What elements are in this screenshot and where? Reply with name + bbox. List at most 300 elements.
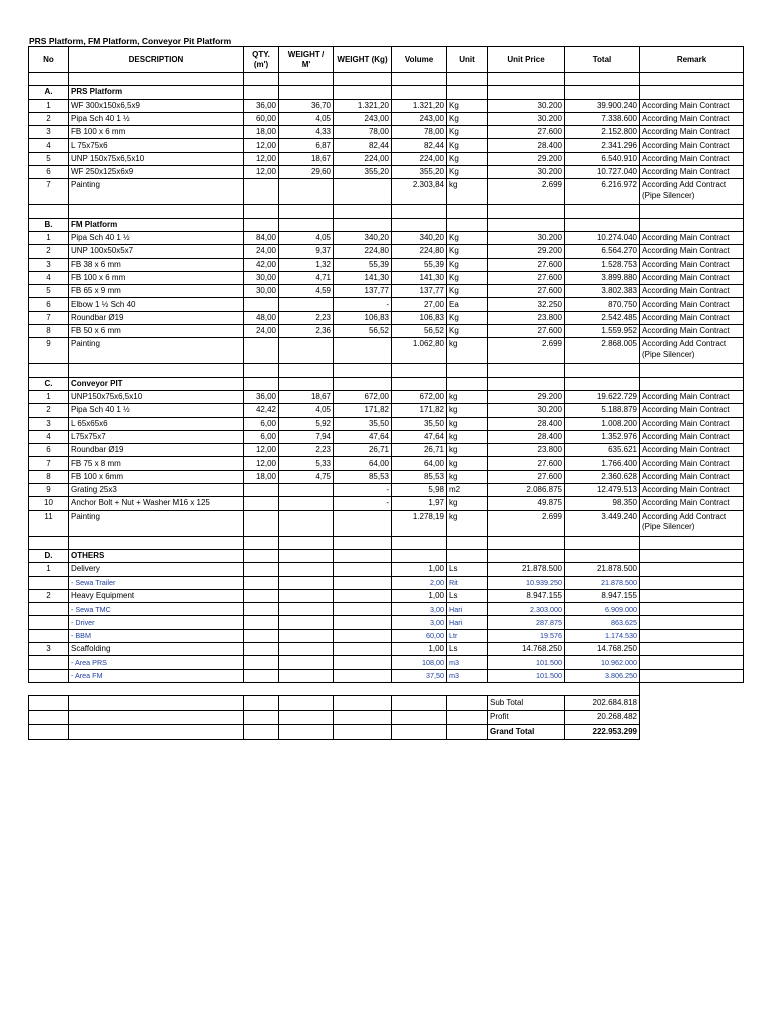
table-row [29, 139, 744, 152]
cell-qty: 42,42 [244, 404, 279, 417]
cell-total: 6.216.972 [565, 179, 640, 205]
cell-weight-per-m [279, 536, 334, 549]
cell-unit: m3 [447, 669, 488, 682]
cell-weight-per-m: 5,92 [279, 417, 334, 430]
cell-remark [640, 682, 744, 695]
cell-weight-per-m [279, 656, 334, 669]
cell-remark: According Main Contract [640, 390, 744, 403]
header-total: Total [565, 47, 640, 73]
cell-volume: 3,00 [392, 603, 447, 616]
cell-qty: 6,00 [244, 430, 279, 443]
table-row [29, 298, 744, 311]
cell-unit [447, 377, 488, 390]
cell-qty: 12,00 [244, 444, 279, 457]
cell-no: 11 [29, 510, 69, 536]
cell-no: 2 [29, 404, 69, 417]
cell-unit: Kg [447, 99, 488, 112]
cell-volume: 672,00 [392, 390, 447, 403]
cell-no: 1 [29, 390, 69, 403]
cell-description: Heavy Equipment [69, 589, 244, 602]
sub-item-row [29, 669, 744, 682]
cell-no: 3 [29, 258, 69, 271]
cell-weight-per-m [279, 377, 334, 390]
cell-unit: Kg [447, 126, 488, 139]
header-volume: Volume [392, 47, 447, 73]
cell-total: 21.878.500 [565, 563, 640, 576]
cell-volume [392, 377, 447, 390]
cell-volume: 35,50 [392, 417, 447, 430]
cell-no: 2 [29, 112, 69, 125]
cell-unit-price: 27.600 [488, 457, 565, 470]
cell-no [29, 725, 69, 740]
cell-weight-kg: 243,00 [334, 112, 392, 125]
cell-description: FB 100 x 6mm [69, 470, 244, 483]
header-qty-label: QTY. [252, 50, 270, 60]
cell-description: Painting [69, 510, 244, 536]
cell-no [29, 669, 69, 682]
cell-total: 635.621 [565, 444, 640, 457]
cell-weight-per-m: 9,37 [279, 245, 334, 258]
table-row [29, 589, 744, 602]
cell-unit-price [488, 377, 565, 390]
cell-description: Elbow 1 ½ Sch 40 [69, 298, 244, 311]
cell-weight-kg [334, 629, 392, 642]
cell-remark: According Main Contract [640, 404, 744, 417]
cell-total [565, 218, 640, 231]
document-title: PRS Platform, FM Platform, Conveyor Pit Platform [29, 36, 232, 46]
cell-unit-price: 27.600 [488, 325, 565, 338]
cell-unit: Kg [447, 325, 488, 338]
cell-remark: According Add Contract (Pipe Silencer) [640, 510, 744, 536]
cell-qty [244, 338, 279, 364]
cell-no: 4 [29, 271, 69, 284]
cell-total [565, 364, 640, 377]
header-unit-price: Unit Price [488, 47, 565, 73]
cell-weight-kg [334, 616, 392, 629]
cell-qty [244, 179, 279, 205]
spacer-row [29, 364, 744, 377]
cell-unit-price: 29.200 [488, 245, 565, 258]
cell-qty: 30,00 [244, 285, 279, 298]
cell-total: 2.868.005 [565, 338, 640, 364]
cell-volume: 27,00 [392, 298, 447, 311]
cell-qty [244, 484, 279, 497]
cell-volume [392, 696, 447, 711]
sub-item-row [29, 603, 744, 616]
cell-qty [244, 629, 279, 642]
cell-unit-price: 101.500 [488, 656, 565, 669]
cell-volume: 1,00 [392, 642, 447, 655]
cell-volume: 224,80 [392, 245, 447, 258]
cell-description: FB 65 x 9 mm [69, 285, 244, 298]
summary-label: Sub Total [488, 696, 565, 711]
cell-no: 5 [29, 285, 69, 298]
cell-qty [244, 656, 279, 669]
cell-volume: 1.321,20 [392, 99, 447, 112]
cell-unit: Hari [447, 616, 488, 629]
table-row [29, 444, 744, 457]
cell-total: 870.750 [565, 298, 640, 311]
cell-unit: kg [447, 338, 488, 364]
cell-weight-per-m [279, 642, 334, 655]
cell-unit-price: 30.200 [488, 99, 565, 112]
cell-qty: 48,00 [244, 311, 279, 324]
cell-weight-kg: 171,82 [334, 404, 392, 417]
cell-qty: 18,00 [244, 470, 279, 483]
cell-weight-per-m: 4,05 [279, 231, 334, 244]
header-weight-per-m-label: WEIGHT / [287, 50, 325, 60]
cell-unit: Kg [447, 311, 488, 324]
cell-weight-per-m: 1,32 [279, 258, 334, 271]
summary-label: Grand Total [488, 725, 565, 740]
cell-unit-price: 28.400 [488, 417, 565, 430]
summary-row [29, 725, 744, 740]
cell-qty: 24,00 [244, 325, 279, 338]
cell-total: 10.274.040 [565, 231, 640, 244]
cell-qty [244, 218, 279, 231]
cell-weight-per-m [279, 603, 334, 616]
cell-weight-per-m: 2,36 [279, 325, 334, 338]
cell-volume: 3,00 [392, 616, 447, 629]
cell-remark [640, 218, 744, 231]
cell-total: 2.360.628 [565, 470, 640, 483]
cell-total [565, 205, 640, 218]
cell-weight-per-m [279, 549, 334, 562]
cell-total: 3.449.240 [565, 510, 640, 536]
cell-volume: 1,00 [392, 563, 447, 576]
cell-no: 6 [29, 166, 69, 179]
summary-row [29, 710, 744, 725]
cell-volume [392, 73, 447, 86]
cell-volume: 60,00 [392, 629, 447, 642]
cell-unit-price [488, 86, 565, 99]
cell-remark: According Main Contract [640, 126, 744, 139]
cell-unit-price [488, 73, 565, 86]
cell-description: - Area PRS [69, 656, 244, 669]
cell-remark: According Main Contract [640, 99, 744, 112]
cell-total [565, 549, 640, 562]
cell-weight-kg: 672,00 [334, 390, 392, 403]
cell-volume: 243,00 [392, 112, 447, 125]
table-row [29, 390, 744, 403]
table-row [29, 112, 744, 125]
table-row [29, 497, 744, 510]
cell-qty [244, 205, 279, 218]
cell-weight-kg: - [334, 497, 392, 510]
cell-weight-kg [334, 696, 392, 711]
cell-weight-kg [334, 338, 392, 364]
cell-remark [640, 73, 744, 86]
cell-description [69, 710, 244, 725]
cell-remark [640, 549, 744, 562]
sub-item-row [29, 576, 744, 589]
cell-weight-kg: 35,50 [334, 417, 392, 430]
header-weight-per-m-unit: M' [301, 59, 311, 69]
cell-description: UNP150x75x6,5x10 [69, 390, 244, 403]
cell-unit [447, 696, 488, 711]
cell-remark: According Main Contract [640, 285, 744, 298]
cell-unit: m3 [447, 656, 488, 669]
cell-unit: m2 [447, 484, 488, 497]
cell-weight-per-m [279, 563, 334, 576]
cell-description: - Sewa TMC [69, 603, 244, 616]
spacer-row [29, 205, 744, 218]
cell-weight-kg: 82,44 [334, 139, 392, 152]
cell-qty [244, 364, 279, 377]
cell-unit-price: 49.875 [488, 497, 565, 510]
cell-remark [640, 364, 744, 377]
cell-qty [244, 710, 279, 725]
cell-qty [244, 682, 279, 695]
cell-unit-price [488, 549, 565, 562]
cell-weight-per-m: 5,33 [279, 457, 334, 470]
cell-weight-kg [334, 549, 392, 562]
cell-unit-price: 28.400 [488, 139, 565, 152]
cell-weight-per-m: 4,59 [279, 285, 334, 298]
cell-qty [244, 563, 279, 576]
cell-description: Painting [69, 338, 244, 364]
cell-unit [447, 73, 488, 86]
cell-volume: 355,20 [392, 166, 447, 179]
cell-weight-per-m: 2,23 [279, 444, 334, 457]
cell-no: 1 [29, 231, 69, 244]
cell-volume: 26,71 [392, 444, 447, 457]
table-row [29, 484, 744, 497]
cell-unit-price: 28.400 [488, 430, 565, 443]
cell-total: 3.899.880 [565, 271, 640, 284]
cell-weight-kg: 340,20 [334, 231, 392, 244]
cell-weight-per-m [279, 218, 334, 231]
cell-weight-kg: 106,83 [334, 311, 392, 324]
cell-unit-price: 30.200 [488, 166, 565, 179]
cell-remark [640, 536, 744, 549]
cell-total [565, 377, 640, 390]
cell-weight-kg: 224,00 [334, 152, 392, 165]
cell-total: 21.878.500 [565, 576, 640, 589]
cell-weight-per-m [279, 497, 334, 510]
cell-remark [640, 205, 744, 218]
cell-qty: 84,00 [244, 231, 279, 244]
spacer-row [29, 536, 744, 549]
cell-total: 2.542.485 [565, 311, 640, 324]
cell-remark: According Main Contract [640, 152, 744, 165]
cell-volume: 1,97 [392, 497, 447, 510]
cell-description: Scaffolding [69, 642, 244, 655]
cell-qty: 12,00 [244, 457, 279, 470]
cell-weight-kg [334, 656, 392, 669]
cell-remark [640, 616, 744, 629]
cell-volume: 2.303,84 [392, 179, 447, 205]
cell-unit-price [488, 218, 565, 231]
cell-total: 14.768.250 [565, 642, 640, 655]
cell-no: 6 [29, 298, 69, 311]
cell-volume: 1.278,19 [392, 510, 447, 536]
cell-no: 4 [29, 430, 69, 443]
cell-unit-price: 29.200 [488, 390, 565, 403]
cell-remark [640, 603, 744, 616]
cell-qty [244, 298, 279, 311]
cell-remark: According Main Contract [640, 298, 744, 311]
cell-unit-price [488, 205, 565, 218]
cell-weight-per-m [279, 73, 334, 86]
table-row [29, 510, 744, 536]
cell-no: 1 [29, 563, 69, 576]
cell-description: Anchor Bolt + Nut + Washer M16 x 125 [69, 497, 244, 510]
cell-weight-kg [334, 218, 392, 231]
cell-qty [244, 576, 279, 589]
cell-no: 10 [29, 497, 69, 510]
cell-weight-kg [334, 563, 392, 576]
cell-description [69, 205, 244, 218]
cell-qty [244, 497, 279, 510]
cell-total: 2.152.800 [565, 126, 640, 139]
cell-volume [392, 364, 447, 377]
cell-description: Pipa Sch 40 1 ½ [69, 404, 244, 417]
cell-no: 3 [29, 126, 69, 139]
cell-weight-per-m: 4,05 [279, 404, 334, 417]
cell-unit-price: 23.800 [488, 311, 565, 324]
cell-no [29, 629, 69, 642]
cell-no [29, 603, 69, 616]
cell-unit [447, 725, 488, 740]
cell-volume: 64,00 [392, 457, 447, 470]
cell-unit [447, 218, 488, 231]
cell-description: Roundbar Ø19 [69, 444, 244, 457]
cell-no [29, 710, 69, 725]
sub-item-row [29, 656, 744, 669]
cell-weight-per-m: 36,70 [279, 99, 334, 112]
cell-weight-per-m [279, 589, 334, 602]
cell-description: Grating 25x3 [69, 484, 244, 497]
cell-unit-price: 10.939.250 [488, 576, 565, 589]
cell-unit: Kg [447, 231, 488, 244]
cell-qty [244, 510, 279, 536]
cell-volume [392, 682, 447, 695]
cell-weight-per-m [279, 669, 334, 682]
cell-remark: According Main Contract [640, 430, 744, 443]
cell-remark: According Main Contract [640, 457, 744, 470]
cell-no: C. [29, 377, 69, 390]
cell-unit-price: 2.086.875 [488, 484, 565, 497]
cell-qty [244, 669, 279, 682]
cell-remark: According Main Contract [640, 325, 744, 338]
sub-item-row [29, 616, 744, 629]
cell-no [29, 656, 69, 669]
cell-remark [640, 563, 744, 576]
summary-row [29, 696, 744, 711]
cell-no: B. [29, 218, 69, 231]
cell-volume: 85,53 [392, 470, 447, 483]
cell-weight-per-m: 6,87 [279, 139, 334, 152]
cell-no: D. [29, 549, 69, 562]
summary-value: 202.684.818 [565, 696, 640, 711]
cell-description: Delivery [69, 563, 244, 576]
cell-weight-kg: 85,53 [334, 470, 392, 483]
cell-total: 863.625 [565, 616, 640, 629]
cell-weight-kg [334, 669, 392, 682]
cell-remark [640, 377, 744, 390]
cell-unit-price: 32.250 [488, 298, 565, 311]
header-description: DESCRIPTION [69, 47, 244, 73]
cell-unit: Ea [447, 298, 488, 311]
cell-unit-price: 27.600 [488, 258, 565, 271]
cell-no: 6 [29, 444, 69, 457]
cell-weight-kg [334, 642, 392, 655]
table-row [29, 311, 744, 324]
cell-unit: Kg [447, 258, 488, 271]
cost-estimate-table [28, 46, 744, 740]
cell-total [565, 536, 640, 549]
cell-no: 4 [29, 139, 69, 152]
cell-volume [392, 549, 447, 562]
cell-unit-price: 287.875 [488, 616, 565, 629]
table-row [29, 563, 744, 576]
cell-remark [640, 589, 744, 602]
cell-description: UNP 100x50x5x7 [69, 245, 244, 258]
cell-unit: kg [447, 430, 488, 443]
cell-description: Conveyor PIT [69, 377, 244, 390]
header-no: No [29, 47, 69, 73]
table-row [29, 126, 744, 139]
cell-no: 8 [29, 325, 69, 338]
cell-total: 1.352.976 [565, 430, 640, 443]
cell-total [565, 86, 640, 99]
cell-volume [392, 205, 447, 218]
cell-unit-price [488, 682, 565, 695]
cell-unit: Kg [447, 245, 488, 258]
cell-remark: According Main Contract [640, 484, 744, 497]
cell-description: FB 100 x 6 mm [69, 126, 244, 139]
cell-no [29, 536, 69, 549]
cell-unit: Kg [447, 139, 488, 152]
cell-description: WF 300x150x6,5x9 [69, 99, 244, 112]
cell-total: 6.540.910 [565, 152, 640, 165]
cell-no: 7 [29, 311, 69, 324]
cell-qty: 12,00 [244, 152, 279, 165]
cell-qty [244, 616, 279, 629]
cell-description: L 65x65x6 [69, 417, 244, 430]
summary-value: 20.268.482 [565, 710, 640, 725]
cell-no: 7 [29, 179, 69, 205]
cell-unit: Hari [447, 603, 488, 616]
cell-no [29, 73, 69, 86]
cell-volume [392, 725, 447, 740]
cell-remark: According Main Contract [640, 470, 744, 483]
cell-unit [447, 549, 488, 562]
cell-qty [244, 589, 279, 602]
table-row [29, 417, 744, 430]
table-row [29, 245, 744, 258]
cell-volume: 340,20 [392, 231, 447, 244]
table-row [29, 642, 744, 655]
cell-total: 98.350 [565, 497, 640, 510]
cell-total [565, 682, 640, 695]
cell-unit: kg [447, 510, 488, 536]
cell-unit-price: 27.600 [488, 271, 565, 284]
cell-description: FB 38 x 6 mm [69, 258, 244, 271]
table-row [29, 99, 744, 112]
cell-volume: 2,00 [392, 576, 447, 589]
cell-unit: kg [447, 444, 488, 457]
section-header-row [29, 86, 744, 99]
cell-unit: kg [447, 457, 488, 470]
cell-unit: Kg [447, 152, 488, 165]
section-header-row [29, 549, 744, 562]
header-unit: Unit [447, 47, 488, 73]
cell-qty: 36,00 [244, 390, 279, 403]
cell-weight-kg [334, 725, 392, 740]
cell-unit [447, 86, 488, 99]
